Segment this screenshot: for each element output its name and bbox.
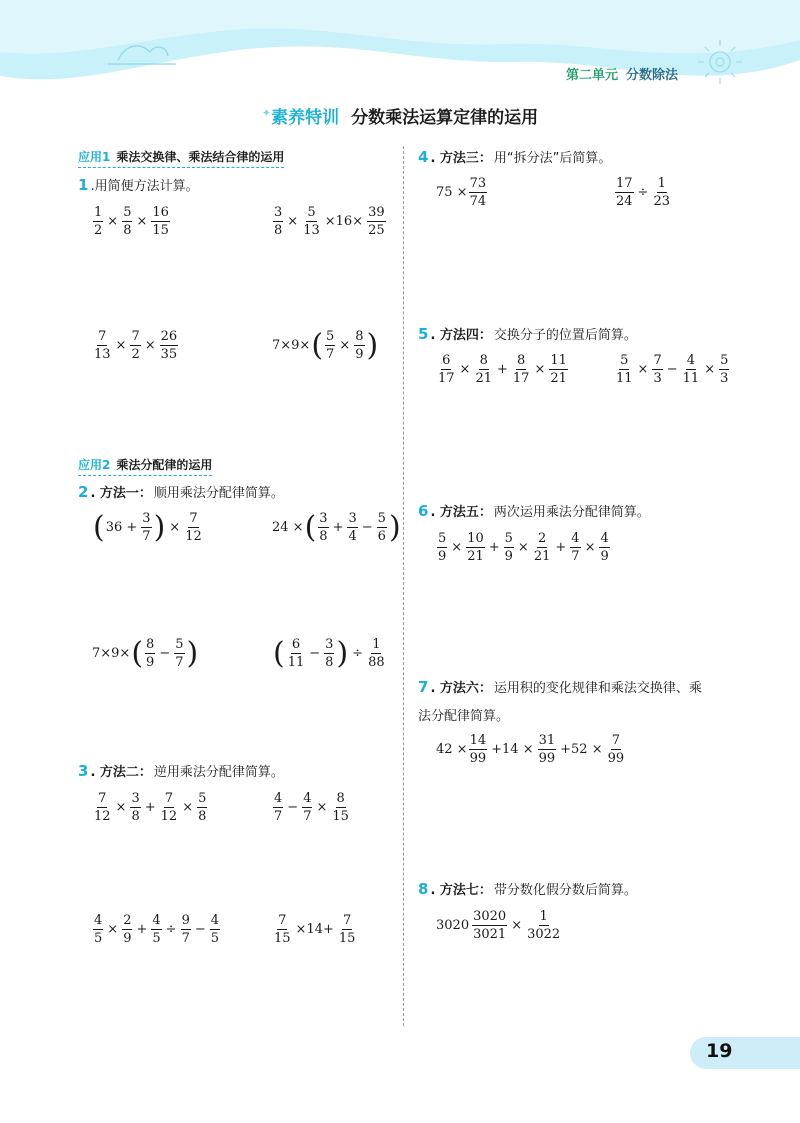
- question-4-title: [418, 146, 611, 170]
- column-divider: [403, 146, 404, 1026]
- expression-8-1: 3020 $\frac{3020}{3021}$ × $\frac{1}{3022}$: [436, 909, 561, 942]
- expression-2-2: 24 × ( $\frac{3}{8}$ + $\frac{3}{4}$ − $\frac{5}{6}$ ): [272, 509, 401, 545]
- question-7-title: [418, 676, 748, 728]
- question-method: . 方法二：: [90, 765, 152, 780]
- question-text: 交换分子的位置后简算。: [493, 328, 637, 343]
- question-method: . 方法一：: [90, 486, 152, 501]
- question-text: .用简便方法计算。: [90, 179, 199, 194]
- expression-4-2: $\frac{17}{24}$ ÷ $\frac{1}{23}$: [616, 176, 670, 209]
- unit-label: [566, 64, 678, 83]
- expression-5-2: $\frac{5}{11}$ × $\frac{7}{3}$ − $\frac{4}{11}$ × $\frac{5}{3}$: [616, 353, 729, 386]
- question-2-title: [78, 481, 284, 505]
- question-text: 逆用乘法分配律简算。: [153, 765, 284, 780]
- section-label: 应用1: [78, 150, 111, 164]
- title-tag-text: 素养特训: [271, 108, 340, 128]
- section-text: 乘法交换律、乘法结合律的运用: [116, 150, 285, 164]
- expression-1-2: $\frac{3}{8}$ × $\frac{5}{13}$ ×16× $\frac{39}{25}$: [274, 205, 385, 238]
- question-method: . 方法六：: [430, 681, 492, 696]
- expression-3-2: $\frac{4}{7}$ − $\frac{4}{7}$ × $\frac{8}{15}$: [274, 791, 349, 824]
- question-number: 2: [78, 483, 89, 501]
- question-number: 1: [78, 176, 89, 194]
- sparkle-icon: ✦: [261, 106, 272, 120]
- question-6-title: [418, 500, 650, 524]
- expression-2-4: ( $\frac{6}{11}$ − $\frac{3}{8}$ ) ÷ $\frac{1}{88}$: [273, 635, 385, 671]
- question-text-cont: 法分配律简算。: [418, 709, 510, 724]
- question-number: 8: [418, 880, 429, 898]
- question-text: 用“拆分法”后简算。: [493, 151, 612, 166]
- question-number: 5: [418, 325, 429, 343]
- unit-number: 第二单元: [566, 68, 619, 83]
- expression-3-3: $\frac{4}{5}$ × $\frac{2}{9}$ + $\frac{4}{5}$ ÷ $\frac{9}{7}$ − $\frac{4}{5}$: [94, 913, 220, 946]
- expression-3-1: $\frac{7}{12}$ × $\frac{3}{8}$ + $\frac{7}{12}$ × $\frac{5}{8}$: [94, 791, 207, 824]
- section-head-app2: [78, 456, 212, 476]
- expression-1-1: $\frac{1}{2}$ × $\frac{5}{8}$ × $\frac{16}{15}$: [94, 205, 169, 238]
- expression-3-4: $\frac{7}{15}$ ×14+ $\frac{7}{15}$: [274, 913, 356, 946]
- expression-2-3: 7×9× ( $\frac{8}{9}$ − $\frac{5}{7}$ ): [92, 635, 199, 671]
- expression-4-1: 75 × $\frac{73}{74}$: [436, 176, 487, 209]
- expression-2-1: ( 36 + $\frac{3}{7}$ ) × $\frac{7}{12}$: [93, 509, 202, 545]
- question-method: . 方法七：: [430, 883, 492, 898]
- question-text: 带分数化假分数后简算。: [493, 883, 637, 898]
- question-text: 两次运用乘法分配律简算。: [493, 505, 650, 520]
- expression-6-1: $\frac{5}{9}$ × $\frac{10}{21}$ + $\frac{5}{9}$ × $\frac{2}{21}$ + $\frac{4}{7}$ × $\frac{4}{9}$: [438, 531, 609, 564]
- title-tag: [262, 108, 339, 128]
- question-text: 运用积的变化规律和乘法交换律、乘: [493, 681, 702, 696]
- question-method: . 方法三：: [430, 151, 492, 166]
- page-number: 19: [706, 1040, 733, 1062]
- unit-topic: 分数除法: [626, 68, 679, 83]
- question-number: 7: [418, 678, 429, 696]
- question-number: 3: [78, 762, 89, 780]
- question-8-title: [418, 878, 637, 902]
- section-head-app1: [78, 148, 284, 168]
- expression-5-1: $\frac{6}{17}$ × $\frac{8}{21}$ + $\frac{8}{17}$ × $\frac{11}{21}$: [438, 353, 567, 386]
- header-wave-decoration: [0, 0, 800, 100]
- title-text: 分数乘法运算定律的运用: [351, 108, 539, 128]
- question-3-title: [78, 760, 284, 784]
- expression-1-3: $\frac{7}{13}$ × $\frac{7}{2}$ × $\frac{26}{35}$: [94, 329, 178, 362]
- question-1-title: [78, 174, 199, 198]
- question-5-title: [418, 323, 637, 347]
- question-method: . 方法四：: [430, 328, 492, 343]
- question-number: 4: [418, 148, 429, 166]
- expression-1-4: 7×9× ( $\frac{5}{7}$ × $\frac{8}{9}$ ): [272, 327, 379, 363]
- question-number: 6: [418, 502, 429, 520]
- question-method: . 方法五：: [430, 505, 492, 520]
- section-label: 应用2: [78, 458, 111, 472]
- question-text: 顺用乘法分配律简算。: [153, 486, 284, 501]
- section-text: 乘法分配律的运用: [116, 458, 213, 472]
- expression-7-1: 42 × $\frac{14}{99}$ +14 × $\frac{31}{99}$ +52 × $\frac{7}{99}$: [436, 733, 625, 766]
- page-title: [0, 103, 800, 128]
